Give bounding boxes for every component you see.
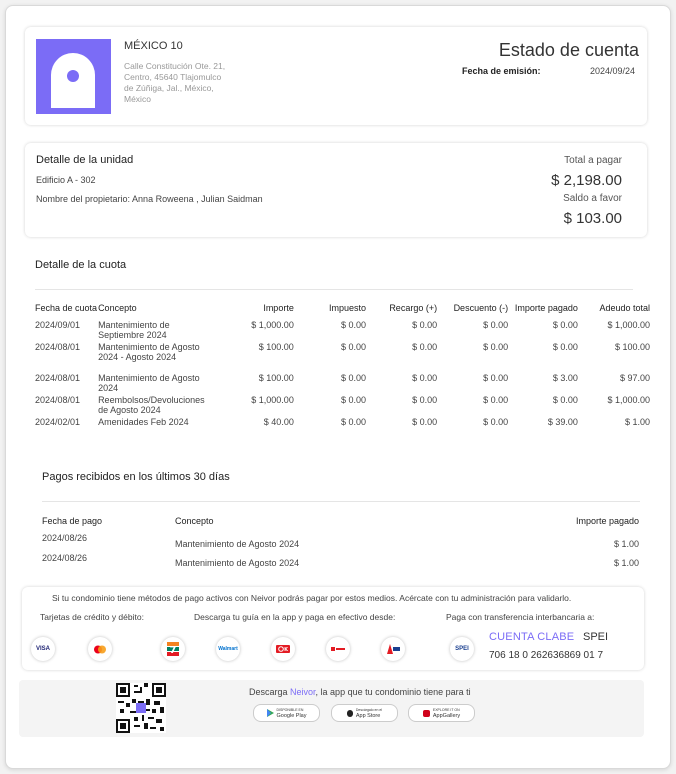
cell-importe: $ 1,000.00 [251, 320, 294, 330]
unit-owner: Nombre del propietario: Anna Roweena , Julian Saidman [36, 194, 263, 204]
google-play-button[interactable] [253, 704, 320, 722]
cell-impuesto: $ 0.00 [341, 320, 367, 330]
spei-logo-label: SPEI [455, 646, 469, 652]
cell-descuento: $ 0.00 [483, 342, 509, 352]
walmart-icon: Walmart [216, 637, 240, 661]
cell-impuesto: $ 0.00 [341, 417, 367, 427]
col-adeudo: Adeudo total [599, 303, 650, 313]
svg-text:K: K [284, 647, 288, 653]
google-play-icon [267, 709, 274, 717]
favor-label: Saldo a favor [563, 193, 622, 204]
cell-recargo: $ 0.00 [412, 373, 438, 383]
waldos-glyph [331, 645, 345, 653]
cuota-header-row [35, 303, 650, 320]
cell-fecha: 2024/09/01 [35, 320, 81, 330]
seven-eleven-glyph [167, 642, 179, 656]
cell-recargo: $ 0.00 [412, 417, 438, 427]
cell-recargo: $ 0.00 [412, 342, 438, 352]
payment-notice: Si tu condominio tiene métodos de pago activos con Neivor podrás pagar por estos medios. Acércate con tu administración para validarlo. [52, 593, 572, 603]
cell-importe: $ 100.00 [258, 373, 294, 383]
cell-recargo: $ 0.00 [412, 320, 438, 330]
favor-value: $ 103.00 [563, 210, 622, 227]
table-row [35, 373, 650, 395]
cell-descuento: $ 0.00 [483, 373, 509, 383]
address-line-2: Centro, 45640 Tlajomulco [124, 72, 222, 82]
issue-date-label: Fecha de emisión: [462, 66, 541, 76]
cell-impuesto: $ 0.00 [341, 395, 367, 405]
pagos-row-2-fecha: 2024/08/26 [42, 553, 88, 563]
download-post: , la app que tu condominio tiene para ti [315, 687, 471, 697]
cell-concepto: Mantenimiento de Agosto 2024 - Agosto 2024 [98, 342, 200, 362]
transfer-label: Paga con transferencia interbancaria a: [446, 612, 595, 622]
cell-descuento: $ 0.00 [483, 395, 509, 405]
waldos-icon [326, 637, 350, 661]
spei-label: SPEI [583, 631, 609, 643]
app-gallery-small: EXPLORE IT ON [432, 708, 460, 712]
circle-k-icon [271, 637, 295, 661]
cell-adeudo: $ 97.00 [619, 373, 650, 383]
circle-k-glyph [276, 645, 290, 653]
pagos-title: Pagos recibidos en los últimos 30 días [42, 471, 230, 483]
cell-concepto: Reembolsos/Devoluciones de Agosto 2024 [98, 395, 205, 415]
pagos-col-importe: Importe pagado [575, 516, 639, 526]
cell-impuesto: $ 0.00 [341, 373, 367, 383]
farmacias-ahorro-icon [381, 637, 405, 661]
cell-adeudo: $ 1,000.00 [607, 320, 650, 330]
col-concepto: Concepto [98, 303, 137, 313]
cell-importe: $ 100.00 [258, 342, 294, 352]
cuota-divider [35, 289, 633, 290]
cell-fecha: 2024/08/01 [35, 395, 81, 405]
spei-icon [450, 637, 474, 661]
mastercard-glyph [93, 645, 107, 654]
cuota-title: Detalle de la cuota [35, 259, 127, 271]
cell-importe: $ 40.00 [263, 417, 294, 427]
app-gallery-button[interactable] [408, 704, 475, 722]
svg-text:7: 7 [169, 645, 177, 656]
cell-adeudo: $ 1,000.00 [607, 395, 650, 405]
download-pre: Descarga [249, 687, 291, 697]
visa-icon [31, 637, 55, 661]
cuota-table [35, 303, 650, 431]
cell-importe-pagado: $ 0.00 [552, 320, 578, 330]
cell-fecha: 2024/02/01 [35, 417, 81, 427]
google-play-text [277, 707, 307, 719]
cell-fecha: 2024/08/01 [35, 342, 81, 352]
qr-code-icon [116, 683, 166, 733]
download-text [249, 687, 471, 697]
cell-importe-pagado: $ 39.00 [547, 417, 578, 427]
table-row [35, 417, 650, 431]
condo-logo [36, 39, 111, 114]
col-recargo: Recargo (+) [389, 303, 438, 313]
pagos-divider [42, 501, 640, 502]
cell-concepto: Amenidades Feb 2024 [98, 417, 189, 427]
app-store-small: Descárgalo en el [355, 708, 383, 712]
table-row [35, 395, 650, 417]
total-value: $ 2,198.00 [551, 172, 622, 189]
pagos-row-1-fecha: 2024/08/26 [42, 533, 88, 543]
cell-concepto: Mantenimiento de Septiembre 2024 [98, 320, 170, 340]
google-play-label: Google Play [276, 713, 307, 719]
app-gallery-text [433, 707, 460, 719]
apple-icon [347, 710, 353, 717]
app-store-label: App Store [355, 713, 381, 719]
cell-descuento: $ 0.00 [483, 320, 509, 330]
col-impuesto: Impuesto [329, 303, 367, 313]
google-play-small: DISPONIBLE EN [276, 708, 304, 712]
app-store-button[interactable] [331, 704, 398, 722]
cell-descuento: $ 0.00 [483, 417, 509, 427]
mastercard-icon [88, 637, 112, 661]
cell-importe-pagado: $ 0.00 [552, 342, 578, 352]
cash-label: Descarga tu guía en la app y paga en efectivo desde: [194, 612, 396, 622]
pagos-row-1-concepto: Mantenimiento de Agosto 2024 [175, 539, 300, 549]
col-descuento: Descuento (-) [453, 303, 509, 313]
table-row [35, 320, 650, 342]
cell-importe: $ 1,000.00 [251, 395, 294, 405]
seven-eleven-icon [161, 637, 185, 661]
table-row [35, 342, 650, 373]
cell-fecha: 2024/08/01 [35, 373, 81, 383]
app-store-text [356, 707, 382, 719]
pagos-row-2-importe: $ 1.00 [613, 558, 639, 568]
cell-adeudo: $ 100.00 [614, 342, 650, 352]
unit-building: Edificio A - 302 [36, 175, 96, 185]
pagos-col-concepto: Concepto [175, 516, 214, 526]
pagos-row-1-importe: $ 1.00 [613, 539, 639, 549]
brand-name: Neivor [290, 687, 316, 697]
visa-label: VISA [35, 646, 50, 652]
cell-recargo: $ 0.00 [412, 395, 438, 405]
cell-impuesto: $ 0.00 [341, 342, 367, 352]
col-importe: Importe [263, 303, 294, 313]
huawei-icon [423, 710, 430, 717]
clabe-label: CUENTA CLABE [489, 631, 575, 643]
clabe-number: 706 18 0 262636869 01 7 [489, 650, 603, 661]
pagos-row-2-concepto: Mantenimiento de Agosto 2024 [175, 558, 300, 568]
condo-name: MÉXICO 10 [124, 40, 183, 52]
address-line-4: México [124, 94, 151, 104]
cell-adeudo: $ 1.00 [624, 417, 650, 427]
col-importe-pagado: Importe pagado [514, 303, 578, 313]
page-title: Estado de cuenta [498, 40, 639, 60]
address-line-1: Calle Constitución Ote. 21, [124, 61, 226, 71]
farmacias-ahorro-glyph [386, 643, 400, 655]
cell-concepto: Mantenimiento de Agosto 2024 [98, 373, 200, 393]
pagos-col-fecha: Fecha de pago [42, 516, 103, 526]
issue-date-value: 2024/09/24 [589, 66, 635, 76]
app-gallery-label: AppGallery [432, 713, 461, 719]
cell-importe-pagado: $ 0.00 [552, 395, 578, 405]
total-label: Total a pagar [564, 155, 622, 166]
cards-label: Tarjetas de crédito y débito: [40, 612, 144, 622]
address-line-3: de Zúñiga, Jal., México, [124, 83, 214, 93]
col-fecha: Fecha de cuota [35, 303, 98, 313]
cell-importe-pagado: $ 3.00 [552, 373, 578, 383]
unit-title: Detalle de la unidad [36, 154, 134, 166]
